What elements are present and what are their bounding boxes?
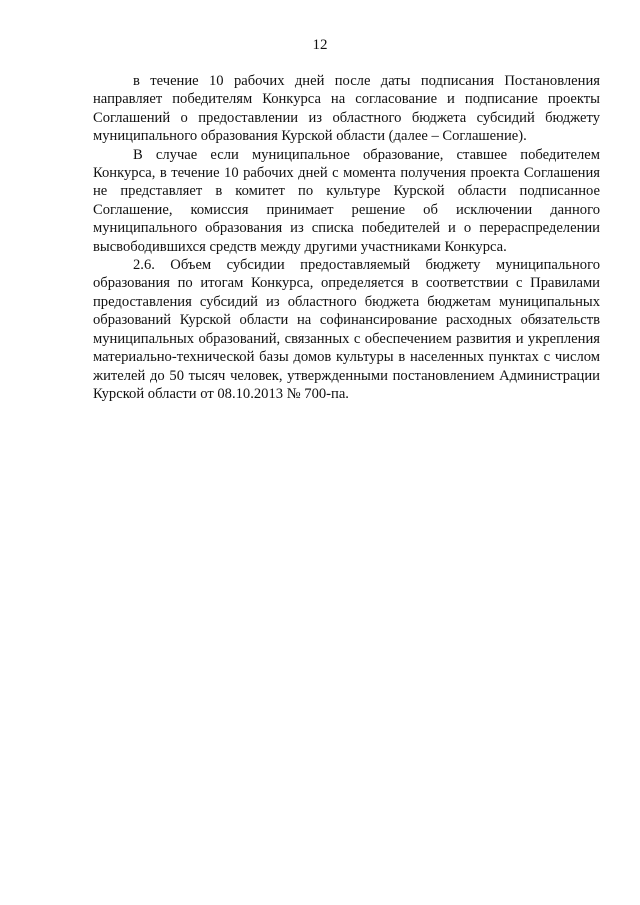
paragraph-section-2-6: 2.6. Объем субсидии предоставляемый бюджету муниципального образования по итогам Конкурса, определяется в соответствии с Правилами предоставления субсидий из областного бюджета бюджетам муниципальных образований Курской области на софинансирование расходных обязательств муниципальных образований, связанных с обеспечением развития и укрепления материально-технической базы домов культуры в населенных пунктах с числом жителей до 50 тысяч человек, утвержденными постановлением Администрации Курской области от 08.10.2013 № 700-па. (93, 257, 600, 402)
paragraph-exclusion-condition: В случае если муниципальное образование, ставшее победителем Конкурса, в течение 10 рабочих дней с момента получения проекта Соглашения не представляет в комитет по культуре Курской области подписанное Соглашение, комиссия принимает решение об исключении данного муниципального образования из списка победителей и о перераспределении высвободившихся средств между другими участниками Конкурса. (93, 146, 600, 255)
paragraph-continuation: в течение 10 рабочих дней после даты подписания Постановления направляет победителям Конкурса на согласование и подписание проекты Соглашений о предоставлении из областного бюджета субсидий бюджету муниципального образования Курской области (далее – Соглашение). (93, 73, 600, 145)
page-number: 12 (312, 37, 328, 53)
document-body (93, 72, 600, 403)
